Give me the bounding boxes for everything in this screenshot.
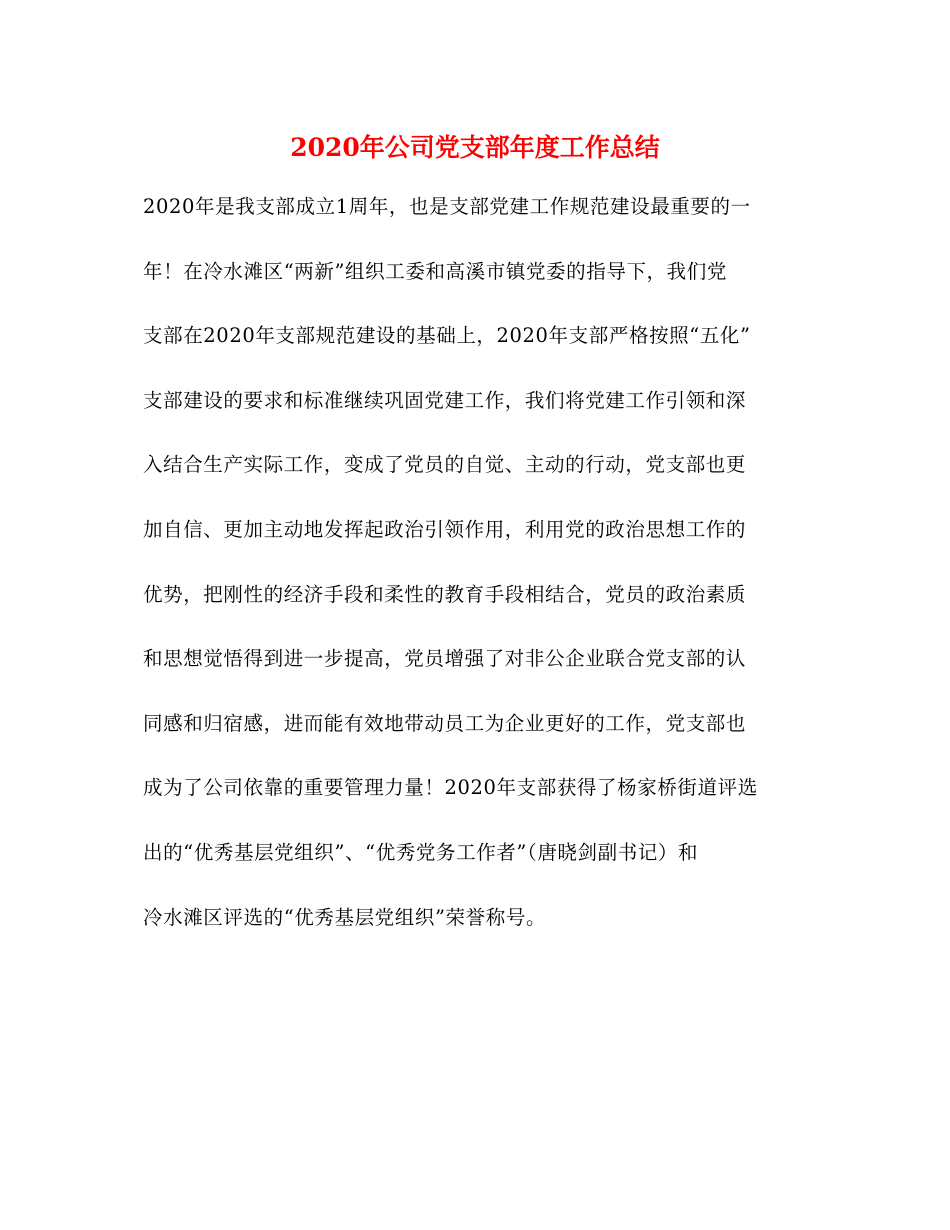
body-line: 和思想觉悟得到进一步提高，党员增强了对非公企业联合党支部的认	[143, 647, 747, 671]
document-title: 2020年公司党支部年度工作总结	[290, 133, 660, 162]
body-line: 支部建设的要求和标准继续巩固党建工作，我们将党建工作引领和深	[143, 388, 747, 412]
body-line: 年！在冷水滩区“两新”组织工委和高溪市镇党委的指导下，我们党	[143, 259, 727, 283]
body-line: 成为了公司依靠的重要管理力量！2020年支部获得了杨家桥街道评选	[143, 776, 758, 800]
body-line: 加自信、更加主动地发挥起政治引领作用，利用党的政治思想工作的	[143, 517, 747, 541]
body-line: 冷水滩区评选的“优秀基层党组织”荣誉称号。	[143, 905, 547, 929]
body-line: 同感和归宿感，进而能有效地带动员工为企业更好的工作，党支部也	[143, 711, 747, 735]
body-line: 2020年是我支部成立1周年，也是支部党建工作规范建设最重要的一	[143, 195, 751, 218]
body-line: 入结合生产实际工作，变成了党员的自觉、主动的行动，党支部也更	[143, 453, 747, 477]
body-line: 出的“优秀基层党组织”、“优秀党务工作者”（唐晓剑副书记）和	[143, 840, 699, 864]
body-line: 支部在2020年支部规范建设的基础上，2020年支部严格按照“五化”	[143, 324, 751, 348]
body-line: 优势，把刚性的经济手段和柔性的教育手段相结合，党员的政治素质	[143, 582, 747, 606]
document-body	[143, 185, 803, 960]
